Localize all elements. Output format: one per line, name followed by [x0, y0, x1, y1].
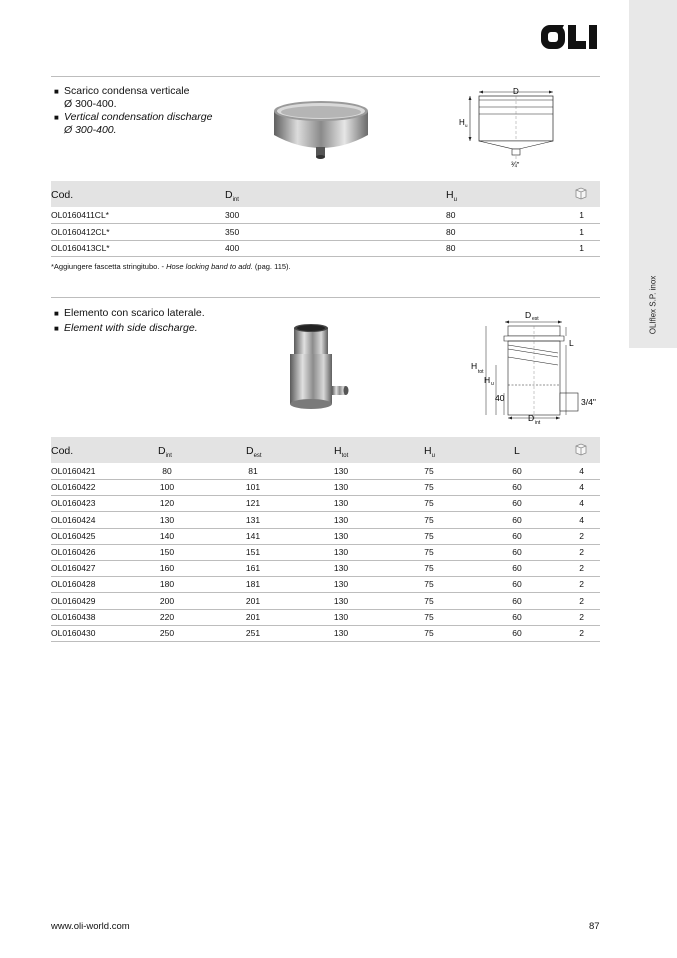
cell-htot: 130	[333, 530, 349, 541]
table-row	[51, 240, 600, 257]
cell-dest: 181	[245, 579, 261, 590]
table-row	[51, 593, 600, 610]
col-htot: $H_{tot}$	[334, 445, 349, 459]
product-photo-condensation-discharge	[270, 95, 372, 163]
col-dest: $D_{est}$	[246, 445, 262, 459]
bullet-square-icon: ■	[54, 309, 59, 318]
cell-dest: 151	[245, 547, 261, 557]
cell-qty: 1	[579, 210, 584, 220]
cell-l: 60	[512, 579, 522, 590]
table-row	[51, 544, 600, 561]
cell-cod: OL0160429	[51, 595, 96, 606]
cell-dint: 140	[159, 530, 175, 541]
cell-l: 60	[512, 611, 522, 622]
col-l: L	[514, 445, 520, 457]
cell-l: 60	[512, 628, 522, 638]
technical-drawing-condensation-discharge	[455, 85, 560, 173]
cell-cod: OL0160413CL*	[51, 243, 110, 253]
table-row	[51, 512, 600, 529]
svg-text:est: est	[532, 316, 539, 322]
cell-hu: 75	[424, 466, 434, 476]
svg-text:L: L	[569, 338, 574, 348]
cell-l: 60	[512, 498, 522, 509]
cell-hu: 75	[424, 595, 434, 606]
cell-hu: 75	[424, 514, 434, 525]
footer-website[interactable]: www.oli-world.com	[51, 921, 130, 932]
cell-cod: OL0160411CL*	[51, 210, 109, 220]
cell-cod: OL0160426	[51, 547, 96, 557]
col-dint: $D_{int}$	[225, 189, 239, 203]
package-quantity-icon	[574, 442, 588, 456]
cell-cod: OL0160428	[51, 579, 96, 590]
svg-text:3/4": 3/4"	[581, 397, 596, 407]
cell-qty: 2	[579, 628, 584, 638]
table-row	[51, 528, 600, 545]
cell-qty: 4	[579, 466, 584, 476]
table-row	[51, 479, 600, 496]
cell-hu: 80	[446, 210, 456, 220]
col-cod: Cod.	[51, 189, 74, 201]
footnote: *Aggiungere fascetta stringitubo. - Hose locking band to add. (pag. 115).	[51, 262, 291, 271]
cell-dest: 201	[245, 611, 261, 622]
cell-htot: 130	[333, 514, 349, 525]
cell-qty: 2	[579, 595, 584, 606]
product-photo-side-discharge	[280, 320, 360, 412]
brand-logo	[540, 22, 602, 52]
cell-l: 60	[512, 595, 522, 606]
side-tab-label: OLIflex S.P. inox	[648, 275, 658, 335]
cell-dest: 251	[245, 628, 261, 638]
cell-l: 60	[512, 466, 522, 476]
cell-qty: 2	[579, 563, 584, 574]
table-row	[51, 576, 600, 593]
table-header	[51, 437, 600, 463]
svg-text:H: H	[484, 375, 491, 385]
cell-l: 60	[512, 530, 522, 541]
cell-dint: 80	[162, 466, 172, 476]
cell-htot: 130	[333, 595, 349, 606]
section1-description: ■ Scarico condensa verticale Ø 300-400. ■ Vertical condensation discharge Ø 300-400.	[54, 85, 213, 136]
cell-dint: 130	[159, 514, 175, 525]
bullet-square-icon: ■	[54, 324, 59, 333]
cell-qty: 4	[579, 514, 584, 525]
cell-hu: 75	[424, 530, 434, 541]
cell-cod: OL0160423	[51, 498, 96, 509]
svg-text:u: u	[491, 381, 494, 387]
cell-htot: 130	[333, 563, 349, 574]
svg-text:D: D	[513, 87, 519, 96]
cell-dest: 121	[245, 498, 261, 509]
table-header	[51, 181, 600, 207]
svg-text:H: H	[459, 118, 465, 127]
svg-text:int: int	[535, 420, 541, 426]
svg-text:u: u	[465, 123, 468, 128]
col-hu: $H_u$	[424, 445, 435, 459]
table-row	[51, 560, 600, 577]
cell-dest: 141	[245, 530, 261, 541]
cell-dest: 161	[245, 563, 261, 574]
cell-qty: 1	[579, 243, 584, 253]
cell-hu: 75	[424, 547, 434, 557]
cell-hu: 75	[424, 628, 434, 638]
cell-dint: 150	[159, 547, 175, 557]
cell-cod: OL0160412CL*	[51, 226, 110, 237]
bullet-square-icon: ■	[54, 87, 59, 96]
cell-qty: 1	[579, 226, 584, 237]
svg-text:tot: tot	[478, 369, 484, 375]
cell-dint: 160	[159, 563, 175, 574]
cell-dest: 81	[248, 466, 258, 476]
cell-l: 60	[512, 514, 522, 525]
cell-hu: 75	[424, 563, 434, 574]
cell-dint: 400	[225, 243, 240, 253]
svg-text:¾": ¾"	[511, 162, 520, 169]
cell-qty: 2	[579, 611, 584, 622]
cell-hu: 75	[424, 498, 434, 509]
cell-dint: 220	[159, 611, 175, 622]
cell-htot: 130	[333, 482, 349, 493]
cell-qty: 4	[579, 498, 584, 509]
cell-hu: 75	[424, 611, 434, 622]
cell-qty: 2	[579, 530, 584, 541]
cell-cod: OL0160430	[51, 628, 96, 638]
cell-dest: 101	[245, 482, 261, 493]
cell-dest: 201	[245, 595, 261, 606]
col-hu: $H_u$	[446, 189, 457, 203]
cell-qty: 2	[579, 547, 584, 557]
table-row	[51, 463, 600, 480]
cell-htot: 130	[333, 466, 349, 476]
cell-l: 60	[512, 482, 522, 493]
cell-cod: OL0160424	[51, 514, 96, 525]
table-row	[51, 224, 600, 241]
cell-qty: 4	[579, 482, 584, 493]
cell-qty: 2	[579, 579, 584, 590]
cell-dint: 200	[159, 595, 175, 606]
cell-hu: 75	[424, 482, 434, 493]
table-row	[51, 495, 600, 512]
cell-cod: OL0160427	[51, 563, 96, 574]
section-divider	[51, 76, 600, 77]
cell-hu: 80	[446, 243, 456, 253]
cell-htot: 130	[333, 547, 349, 557]
col-cod: Cod.	[51, 445, 74, 457]
table-row	[51, 609, 600, 626]
cell-hu: 75	[424, 579, 434, 590]
cell-dint: 350	[225, 226, 240, 237]
table-row	[51, 207, 600, 224]
cell-l: 60	[512, 547, 522, 557]
cell-dint: 180	[159, 579, 175, 590]
cell-cod: OL0160425	[51, 530, 96, 541]
cell-htot: 130	[333, 498, 349, 509]
section-divider	[51, 297, 600, 298]
cell-htot: 130	[333, 628, 349, 638]
section2-description: ■ Elemento con scarico laterale. ■ Element with side discharge.	[54, 307, 205, 334]
page-number: 87	[589, 921, 600, 932]
svg-text:H: H	[471, 361, 478, 371]
cell-cod: OL0160421	[51, 466, 96, 476]
cell-l: 60	[512, 563, 522, 574]
cell-dest: 131	[245, 514, 261, 525]
cell-htot: 130	[333, 611, 349, 622]
svg-text:D: D	[525, 310, 532, 320]
technical-drawing-side-discharge	[468, 305, 603, 430]
svg-text:D: D	[528, 413, 535, 423]
cell-cod: OL0160422	[51, 482, 96, 493]
col-dint: $D_{int}$	[158, 445, 172, 459]
cell-dint: 100	[159, 482, 175, 493]
package-quantity-icon	[574, 186, 588, 200]
cell-htot: 130	[333, 579, 349, 590]
svg-text:40: 40	[495, 393, 505, 403]
cell-dint: 300	[225, 210, 240, 220]
cell-cod: OL0160438	[51, 611, 96, 622]
cell-hu: 80	[446, 226, 456, 237]
cell-dint: 120	[159, 498, 175, 509]
cell-dint: 250	[159, 628, 175, 638]
table-row	[51, 625, 600, 642]
bullet-square-icon: ■	[54, 113, 59, 122]
